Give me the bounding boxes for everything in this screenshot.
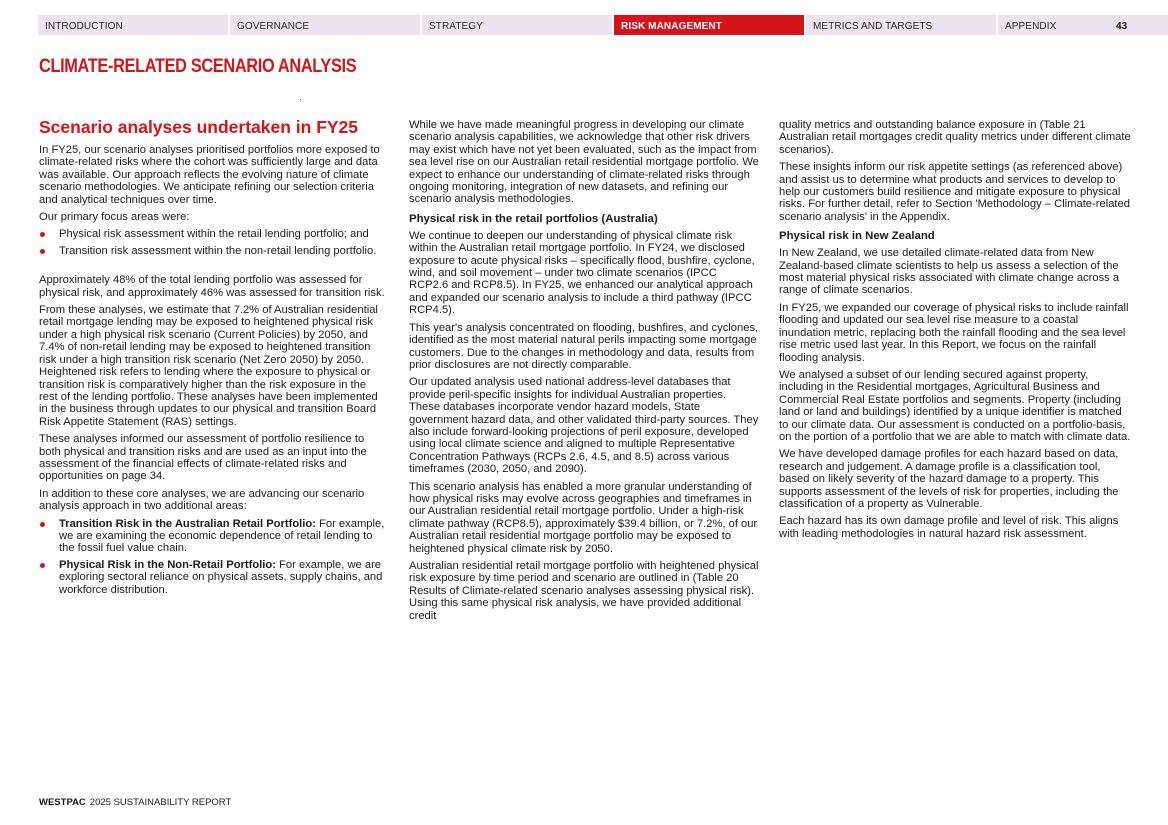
list-item xyxy=(39,245,387,257)
tab-risk-management[interactable] xyxy=(614,15,804,35)
focus-list xyxy=(39,228,387,257)
paragraph: We continue to deepen our understanding of physical climate risk within the Australian retail mortgage portfolio. In FY24, we disclosed exposure to acute physical risks – specifically flood, bushfire, cyclone, wind, and soil movement – under two climate scenarios (IPCC RCP2.6 and RCP8.5). In FY25, we enhanced our analytical approach and expanded our scenario analysis to include a third pathway (IPCC RCP4.5). xyxy=(409,229,755,317)
tab-label: GOVERNANCE xyxy=(237,21,310,32)
paragraph: Our primary focus areas were: xyxy=(39,211,190,224)
page-number: 43 xyxy=(1116,21,1128,32)
paragraph: In FY25, our scenario analyses prioritised portfolios more exposed to climate-related risks where the cohort was sufficiently large and data was available. Our approach reflects the evolving nature of climate scenario methodologies. We anticipate refining our selection criteria and analytical techniques over time. xyxy=(39,144,380,206)
bullet-icon xyxy=(40,522,45,527)
list-item-text: Physical risk assessment within the retail lending portfolio; and xyxy=(59,228,369,241)
tab-introduction[interactable] xyxy=(38,15,228,35)
brand-name: WESTPAC xyxy=(39,797,86,808)
column-2 xyxy=(409,119,759,627)
paragraph: In addition to these core analyses, we are advancing our scenario analysis approach in two additional areas: xyxy=(39,487,365,513)
paragraph: While we have made meaningful progress in developing our climate scenario analysis capabilities, we acknowledge that other risk drivers may exist which have not yet been evaluated, such as the impact from sea level rise on our Australian retail residential mortgage portfolio. We expect to enhance our understanding of climate-related risks through ongoing monitoring, integration of new datasets, and refining our scenario analysis methodologies. xyxy=(409,119,759,206)
top-navigation xyxy=(38,15,1168,35)
paragraph: quality metrics and outstanding balance exposure in (Table 21 Australian retail mortgages credit quality metrics under different climate scenarios). xyxy=(779,119,1131,156)
tab-label: RISK MANAGEMENT xyxy=(621,21,722,32)
subheading: Physical risk in the retail portfolios (Australia) xyxy=(409,212,658,225)
column-1 xyxy=(39,117,387,601)
decorative-dot xyxy=(300,99,301,100)
paragraph: These analyses informed our assessment of portfolio resilience to both physical and transition risks and are used as an input into the assessment of the financial effects of climate-related risks and opportunities on page 34. xyxy=(39,433,367,483)
additional-areas-list xyxy=(39,518,387,596)
list-item-text: Transition risk assessment within the non-retail lending portfolio. xyxy=(59,244,377,257)
bullet-icon xyxy=(40,232,45,237)
bullet-icon xyxy=(40,563,45,568)
tab-strategy[interactable] xyxy=(422,15,612,35)
tab-label: METRICS AND TARGETS xyxy=(813,21,933,32)
paragraph: We have developed damage profiles for each hazard based on data, research and judgement. A damage profile is a classification tool, based on likely severity of the hazard damage to a property. This supports assessment of the levels of risk for properties, including the classification of a property as Vulnerable. xyxy=(779,448,1119,510)
bullet-icon xyxy=(40,249,45,254)
footer xyxy=(39,797,231,808)
tab-governance[interactable] xyxy=(230,15,420,35)
paragraph: These insights inform our risk appetite settings (as referenced above) and assist us to determine what products and services to develop to help our customers build resilience and mitigate exposure to physical risks. For further detail, refer to Section 'Methodology – Climate-related scenario analysis' in the Appendix. xyxy=(779,161,1130,223)
list-item xyxy=(39,559,387,596)
list-item-text: For example, we are exploring sectoral reliance on physical assets, supply chains, and workforce distribution. xyxy=(59,558,383,596)
subheading: Physical risk in New Zealand xyxy=(779,230,935,243)
tab-label: STRATEGY xyxy=(429,21,483,32)
paragraph: Australian residential retail mortgage portfolio with heightened physical risk exposure by time period and scenario are outlined in (Table 20 Results of Climate-related scenario analyses assessing physical risk). Using this same physical risk analysis, we have provided additional credit xyxy=(409,560,759,622)
column-3 xyxy=(779,119,1131,545)
list-item-title: Transition Risk in the Australian Retail Portfolio: xyxy=(59,517,316,530)
report-title: 2025 SUSTAINABILITY REPORT xyxy=(89,797,232,808)
paragraph: Our updated analysis used national address-level databases that provide peril-specific insights for individual Australian properties. These databases incorporate vendor hazard models, State government hazard data, and other validated third-party sources. They also include forward-looking projections of peril exposure, developed using local climate science and aligned to multiple Representative Concentration Pathways (RCPs 2.6, 4.5, and 8.5) across various timeframes (2030, 2050, and 2090). xyxy=(409,376,759,476)
paragraph: Each hazard has its own damage profile and level of risk. This aligns with leading methodologies in natural hazard risk assessment. xyxy=(779,515,1119,540)
tab-label: APPENDIX xyxy=(1005,21,1057,32)
paragraph: We analysed a subset of our lending secured against property, including in the Residential mortgages, Agricultural Business and Commercial Real Estate portfolios and segments. Property (including land or land and buildings) identified by a unique identifier is matched to our climate data. Our assessment is conducted on a portfolio-basis, on the portion of a portfolio that we are able to match with climate data. xyxy=(779,368,1131,443)
list-item-title: Physical Risk in the Non-Retail Portfolio: xyxy=(59,558,276,571)
section-title: CLIMATE-RELATED SCENARIO ANALYSIS xyxy=(39,56,357,77)
list-item-text: For example, we are examining the economic dependence of retail lending to the fossil fuel value chain. xyxy=(59,517,385,555)
tab-metrics-and-targets[interactable] xyxy=(806,15,996,35)
tab-appendix[interactable] xyxy=(998,15,1168,35)
list-item xyxy=(39,518,387,555)
paragraph: Approximately 48% of the total lending portfolio was assessed for physical risk, and approximately 46% was assessed for transition risk. xyxy=(39,274,385,299)
paragraph: From these analyses, we estimate that 7.2% of Australian residential retail mortgage lending may be exposed to heightened physical risk under a high physical risk scenario (Current Policies) by 2050, and 7.4% of non-retail lending may be exposed to heightened transition risk under a high transition risk scenario (Net Zero 2050) by 2050. Heightened risk refers to lending where the exposure to physical or transition risk is comparatively higher than the risk exposure in the rest of the lending portfolio. These analyses have been implemented in the business through updates to our physical and transition Board Risk Appetite Statement (RAS) settings. xyxy=(39,304,378,428)
tab-label: INTRODUCTION xyxy=(45,21,123,32)
list-item xyxy=(39,228,387,240)
paragraph: This scenario analysis has enabled a more granular understanding of how physical risks may evolve across geographies and timeframes in our Australian residential retail mortgage portfolio. Under a high-risk climate pathway (RCP8.5), approximately $39.4 billion, or 7.2%, of our Australian retail residential mortgage portfolio may be exposed to heightened physical climate risk by 2050. xyxy=(409,480,758,555)
page-heading: Scenario analyses undertaken in FY25 xyxy=(39,117,359,137)
paragraph: This year's analysis concentrated on flooding, bushfires, and cyclones, identified as the most material natural perils impacting some mortgage customers. Due to the changes in methodology and data, results from prior disclosures are not directly comparable. xyxy=(409,321,759,371)
paragraph: In FY25, we expanded our coverage of physical risks to include rainfall flooding and updated our sea level rise measure to a coastal inundation metric, replacing both the rainfall flooding and the sea level rise metric used last year. In this Report, we focus on the rainfall flooding analysis. xyxy=(779,301,1129,364)
paragraph: In New Zealand, we use detailed climate-related data from New Zealand-based climate scientists to help us assess a selection of the most material physical risks associated with climate change across a range of climate scenarios. xyxy=(779,247,1120,297)
